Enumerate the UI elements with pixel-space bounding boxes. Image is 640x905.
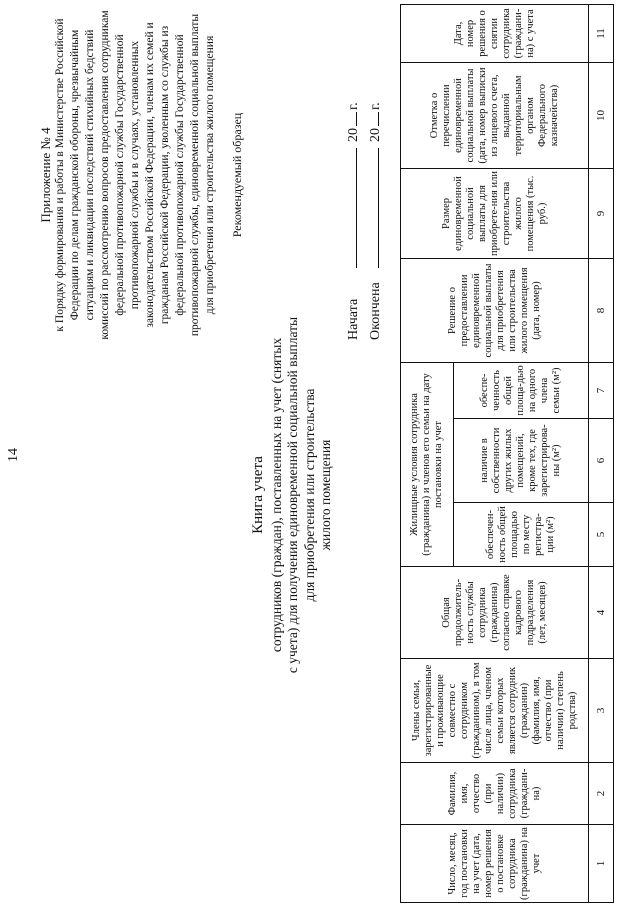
book-subtitle-line: с учета) для получения единовременной социальной выплаты	[285, 316, 300, 674]
header-col-4: Общая продолжитель-ность службы сотрудника (гражданина) согласно справке кадрового подразделения (лет, месяцев)	[401, 567, 589, 659]
header-col-7: обеспе-ченность общей площа-дью на одного члена семьи (м²)	[454, 362, 589, 418]
appendix-line: законодательством Российской Федерации, членам их семей и	[144, 22, 156, 328]
book-heading	[250, 235, 335, 755]
column-number: 11	[589, 4, 614, 62]
column-number: 8	[589, 258, 614, 362]
appendix-line: Федерации по делам гражданской обороны, чрезвычайным	[69, 29, 81, 321]
ended-year-suffix: г.	[368, 102, 383, 110]
table-header-row	[401, 4, 454, 902]
ended-year-blank[interactable]	[364, 112, 379, 126]
appendix-line: противопожарной службы и в случаях, установленных	[129, 40, 141, 310]
appendix-line: ситуациям и ликвидации последствий стихийных бедствий	[84, 29, 96, 321]
appendix-header	[38, 5, 245, 345]
started-year-suffix: г.	[346, 102, 361, 110]
book-subtitle-line: жилого помещения	[318, 439, 333, 551]
header-group-housing: Жилищные условия сотрудника (гражданина) и членов его семьи на дату постановки на учет	[401, 362, 454, 566]
column-number: 1	[589, 825, 614, 903]
header-col-8: Решение о предоставлении единовременной социальной выплаты для приобретения или строительства жилого помещения (дата, номер)	[401, 258, 589, 362]
column-number: 6	[589, 419, 614, 503]
appendix-line: к Порядку формирования и работы в Министерстве Российской	[54, 18, 66, 332]
started-label: Начата	[346, 298, 361, 340]
header-col-2: Фамилия, имя, отчество (при наличии) сотрудника (граждани-на)	[401, 763, 589, 825]
column-number: 7	[589, 362, 614, 418]
started-date-blank[interactable]	[342, 148, 357, 268]
header-col-11: Дата, номер решения о снятии сотрудника (граждани-на) с учета	[401, 4, 589, 62]
book-title: Книга учета	[250, 456, 266, 534]
column-number: 9	[589, 168, 614, 258]
register-table	[400, 4, 614, 903]
ended-date-blank[interactable]	[364, 148, 379, 268]
column-number: 2	[589, 763, 614, 825]
started-year-prefix: 20	[346, 128, 361, 142]
started-year-blank[interactable]	[342, 112, 357, 126]
header-col-1: Число, месяц, год постановки на учет (дата, номер решения о постановке сотрудника (гражданина) на учет	[401, 825, 589, 903]
book-subtitle-line: сотрудников (граждан), поставленных на учет (снятых	[268, 337, 284, 653]
appendix-line: федеральной противопожарной службы Государственной	[114, 34, 126, 316]
column-number: 10	[589, 62, 614, 168]
header-col-3: Члены семьи, зарегистрированные и проживающие совместно с сотрудником (гражданином), в том числе лица, членом семьи которых является сотрудник (гражданин) (фамилия, имя, отчество (при наличии) степень родства)	[401, 659, 589, 763]
page-number: 14	[6, 448, 21, 462]
appendix-line: противопожарной службы, единовременной социальной выплаты	[189, 13, 201, 337]
column-number: 5	[589, 503, 614, 567]
recommended-sample-label: Рекомендуемый образец	[230, 112, 244, 238]
ended-label: Окончена	[368, 282, 383, 340]
column-number: 3	[589, 659, 614, 763]
book-subtitle-line: для приобретения или строительства	[301, 388, 317, 602]
appendix-line: гражданам Российской Федерации, уволенным со службы из	[159, 25, 171, 325]
book-dates	[342, 20, 386, 340]
appendix-line: комиссий по рассмотрению вопросов предоставления сотрудникам	[99, 10, 111, 340]
header-col-5: обеспечен-ность общей площадью по месту регистра-ции (м²)	[454, 503, 589, 567]
started-row	[342, 20, 364, 340]
ended-row	[364, 20, 386, 340]
column-number: 4	[589, 567, 614, 659]
column-number-row	[589, 4, 614, 902]
header-col-10: Отметка о перечислении единовременной социальной выплаты (дата, номер выписки из лицевого счета, выданной территориальным органом Федерального казначейства)	[401, 62, 589, 168]
header-col-9: Размер единовременной социальной выплаты для приобрете-ния или строительства жилого помещения (тыс. руб.)	[401, 168, 589, 258]
ended-year-prefix: 20	[368, 128, 383, 142]
appendix-title: Приложение № 4	[38, 127, 53, 223]
appendix-line: для приобретения или строительства жилого помещения	[204, 35, 216, 315]
appendix-line: федеральной противопожарной службы Государственной	[174, 34, 186, 316]
header-col-6: наличие в собственности других жилых помещений, кроме тех, где зарегистрирова-ны (м²)	[454, 419, 589, 503]
